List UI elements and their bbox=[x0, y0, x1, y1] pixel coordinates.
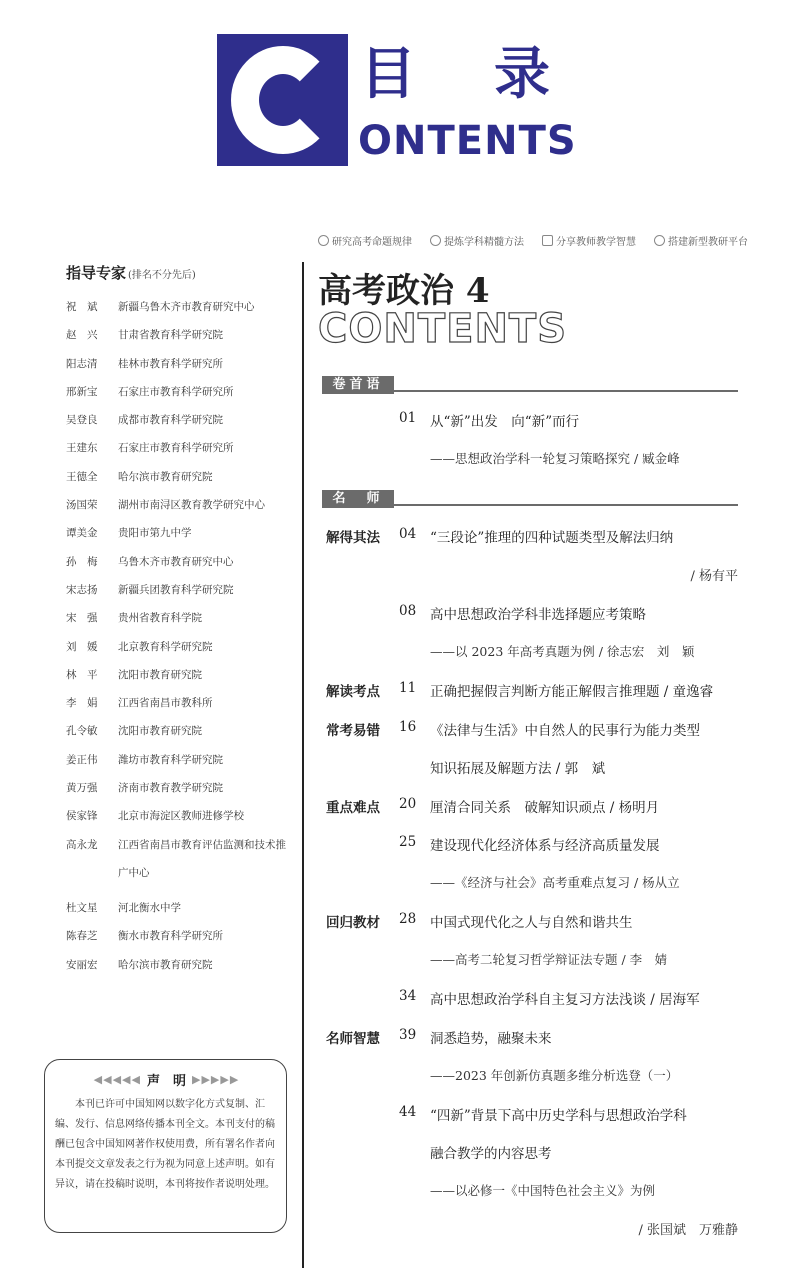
expert-row: 祝 斌 新疆乌鲁木齐市教育研究中心 bbox=[66, 301, 255, 313]
toc-entry-title[interactable]: 厘清合同关系 破解知识顽点 / 杨明月 bbox=[430, 800, 660, 816]
toc-page-num: 08 bbox=[399, 603, 417, 619]
document-icon bbox=[542, 235, 553, 246]
statement-heading: ◀◀◀◀◀ 声 明 ▶▶▶▶▶ bbox=[93, 1073, 240, 1089]
toc-entry-title[interactable]: 高中思想政治学科自主复习方法浅谈 / 居海军 bbox=[430, 992, 700, 1008]
toc-entry-title[interactable]: 建设现代化经济体系与经济高质量发展 bbox=[430, 838, 660, 854]
toc-entry-subtitle: ——2023 年创新仿真题多维分析选登（一） bbox=[430, 1068, 679, 1083]
toc-entry-title[interactable]: 从“新”出发 向“新”而行 bbox=[430, 414, 580, 430]
toc-page-num: 16 bbox=[399, 719, 417, 735]
slogan-bar bbox=[318, 233, 748, 248]
page-title-cn: 目录 bbox=[360, 42, 628, 107]
logo-c-shape bbox=[231, 46, 335, 154]
expert-row: 谭美金 贵阳市第九中学 bbox=[66, 527, 192, 540]
logo-c-block bbox=[217, 34, 348, 166]
expert-row: 阳志清 桂林市教育科学研究所 bbox=[66, 357, 223, 370]
toc-page-num: 34 bbox=[399, 988, 417, 1004]
toc-entry-subtitle: ——《经济与社会》高考重难点复习 / 杨从立 bbox=[430, 875, 680, 890]
right-arrows-icon: ▶▶▶▶▶ bbox=[192, 1073, 240, 1086]
expert-row: 孔令敏 沈阳市教育研究院 bbox=[66, 725, 202, 738]
statement-body: 本刊已许可中国知网以数字化方式复制、汇编、发行、信息网络传播本刊全文。本刊支付的稿酬已包含中国知网著作权使用费，所有署名作者向本刊提交文章发表之行为视为同意上述声明。如有异议，请在投稿时说明，本刊将按作者说明处理。 bbox=[55, 1099, 275, 1190]
toc-entry-title-cont[interactable]: 知识拓展及解题方法 / 郭 斌 bbox=[430, 761, 606, 777]
expert-row: 王德全 哈尔滨市教育研究院 bbox=[66, 470, 213, 483]
slogan-4: 搭建新型教研平台 bbox=[654, 233, 748, 248]
column-divider bbox=[302, 262, 304, 1268]
expert-row: 黄万强 济南市教育教学研究院 bbox=[66, 782, 223, 795]
magazine-title: 高考政治 4 bbox=[318, 271, 490, 311]
toc-category: 名师智慧 bbox=[326, 1031, 380, 1047]
toc-page-num: 01 bbox=[399, 410, 417, 426]
expert-row: 宋志扬 新疆兵团教育科学研究院 bbox=[66, 583, 234, 596]
page-title-en: ONTENTS bbox=[358, 118, 577, 164]
experts-note: (排名不分先后) bbox=[128, 270, 196, 281]
expert-row: 林 平 沈阳市教育研究院 bbox=[66, 668, 202, 681]
toc-category: 解读考点 bbox=[326, 684, 380, 700]
slogan-2: 提炼学科精髓方法 bbox=[430, 233, 524, 248]
toc-page-num: 44 bbox=[399, 1104, 417, 1120]
expert-row: 姜正伟 潍坊市教育科学研究院 bbox=[66, 753, 223, 766]
toc-category: 常考易错 bbox=[326, 723, 380, 739]
toc-entry-title[interactable]: 《法律与生活》中自然人的民事行为能力类型 bbox=[430, 723, 700, 739]
gear-icon bbox=[654, 235, 665, 246]
toc-page-num: 39 bbox=[399, 1027, 417, 1043]
toc-page-num: 11 bbox=[399, 680, 417, 696]
slogan-3: 分享教师教学智慧 bbox=[542, 233, 636, 248]
toc-page-num: 28 bbox=[399, 911, 417, 927]
expert-row: 杜文星 河北衡水中学 bbox=[66, 901, 181, 914]
expert-row: 王建东 石家庄市教育科学研究所 bbox=[66, 442, 234, 455]
section-header-juanshouyu: 卷首语 bbox=[322, 376, 738, 394]
expert-row: 侯家锋 北京市海淀区教师进修学校 bbox=[66, 810, 244, 823]
toc-entry-title[interactable]: 正确把握假言判断方能正解假言推理题 / 童逸睿 bbox=[430, 684, 714, 700]
toc-entry-title[interactable]: “三段论”推理的四种试题类型及解法归纳 bbox=[430, 530, 674, 546]
tools-icon bbox=[430, 235, 441, 246]
expert-row: 李 娟 江西省南昌市教科所 bbox=[66, 697, 213, 710]
expert-row: 孙 梅 乌鲁木齐市教育研究中心 bbox=[66, 555, 234, 568]
section-header-mingshi: 名 师 bbox=[322, 490, 738, 508]
expert-row: 安丽宏 哈尔滨市教育研究院 bbox=[66, 958, 213, 971]
toc-entry-subtitle: ——高考二轮复习哲学辩证法专题 / 李 婧 bbox=[430, 952, 668, 967]
toc-entry-title[interactable]: “四新”背景下高中历史学科与思想政治学科 bbox=[430, 1108, 687, 1124]
toc-category: 解得其法 bbox=[326, 530, 380, 546]
expert-row: 吴登良 成都市教育科学研究院 bbox=[66, 414, 223, 427]
experts-list bbox=[66, 300, 296, 986]
expert-row: 刘 媛 北京教育科学研究院 bbox=[66, 640, 213, 653]
toc-page-num: 04 bbox=[399, 526, 417, 542]
experts-heading: 指导专家 (排名不分先后) bbox=[66, 264, 196, 282]
toc-entry-title-cont[interactable]: 融合教学的内容思考 bbox=[430, 1146, 552, 1162]
statement-box bbox=[44, 1059, 287, 1233]
toc-category: 重点难点 bbox=[326, 800, 380, 816]
slogan-1: 研究高考命题规律 bbox=[318, 233, 412, 248]
search-icon bbox=[318, 235, 329, 246]
expert-row: 赵 兴 甘肃省教育科学研究院 bbox=[66, 329, 223, 342]
toc-entry-author: / 张国斌 万雅静 bbox=[638, 1223, 738, 1238]
toc-entry-subtitle: ——思想政治学科一轮复习策略探究 / 臧金峰 bbox=[430, 451, 680, 466]
toc-page-num: 25 bbox=[399, 834, 417, 850]
toc-category: 回归教材 bbox=[326, 915, 380, 931]
toc-entry-title[interactable]: 高中思想政治学科非选择题应考策略 bbox=[430, 607, 646, 623]
expert-row: 陈春芝 衡水市教育科学研究所 bbox=[66, 930, 223, 943]
toc-entry-title[interactable]: 洞悉趋势，融聚未来 bbox=[430, 1031, 552, 1047]
toc-entry-title[interactable]: 中国式现代化之人与自然和谐共生 bbox=[430, 915, 633, 931]
toc-entry-subtitle: ——以必修一《中国特色社会主义》为例 bbox=[430, 1183, 656, 1198]
toc-entry-subtitle: ——以 2023 年高考真题为例 / 徐志宏 刘 颖 bbox=[430, 644, 695, 659]
contents-wordmark: CONTENTS bbox=[318, 306, 568, 352]
expert-row: 高永龙 江西省南昌市教育评估监测和技术推广中心 bbox=[66, 838, 286, 879]
toc-entry-author: / 杨有平 bbox=[690, 569, 738, 584]
left-arrows-icon: ◀◀◀◀◀ bbox=[93, 1073, 141, 1086]
expert-row: 汤国荣 湖州市南浔区教育教学研究中心 bbox=[66, 499, 265, 512]
toc-page-num: 20 bbox=[399, 796, 417, 812]
expert-row: 邢新宝 石家庄市教育科学研究所 bbox=[66, 385, 234, 398]
expert-row: 宋 强 贵州省教育科学院 bbox=[66, 612, 202, 625]
